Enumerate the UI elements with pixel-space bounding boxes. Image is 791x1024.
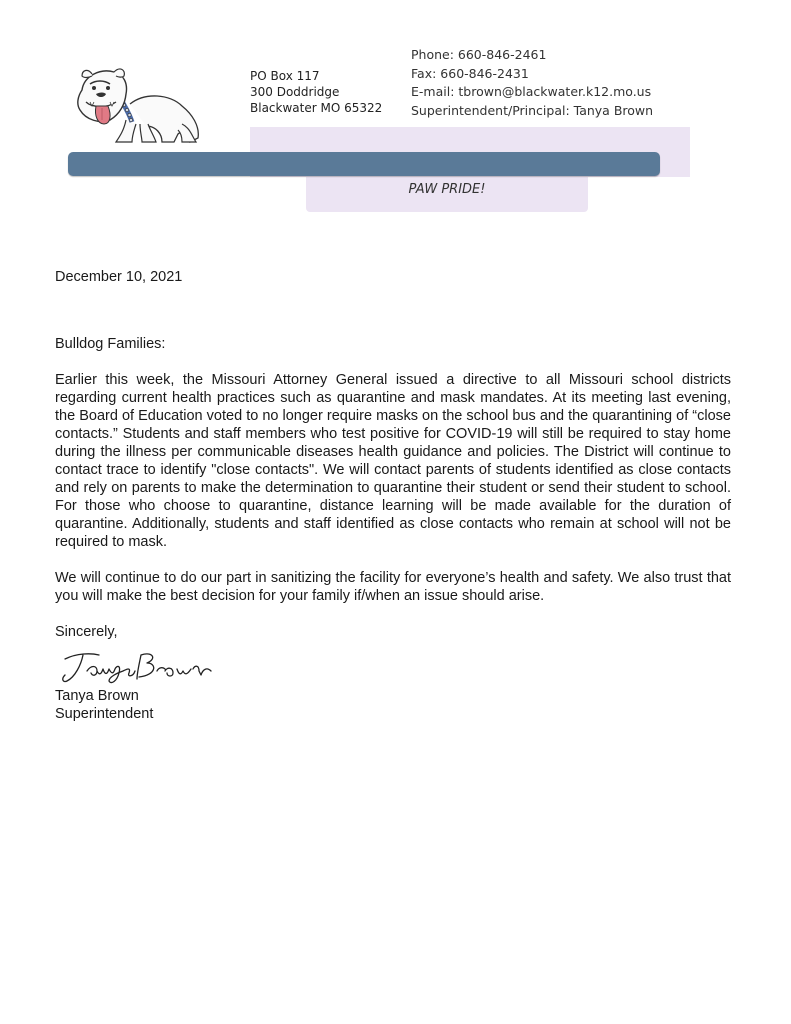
letter-date: December 10, 2021 <box>55 269 183 285</box>
fax-line: Fax: 660-846-2431 <box>411 65 529 81</box>
paragraph: We will continue to do our part in sanitizing the facility for everyone’s health and safety. We also trust that you will make the best decision for your family if/when an issue should arise. <box>55 570 731 604</box>
bulldog-mascot-icon <box>70 64 210 146</box>
closing: Sincerely, <box>55 624 118 640</box>
motto-text: PAW PRIDE! <box>408 182 486 197</box>
school-address <box>250 68 382 116</box>
address-line: 300 Doddridge <box>250 85 340 99</box>
email-line: E-mail: tbrown@blackwater.k12.mo.us <box>411 84 652 99</box>
contact-info <box>411 46 653 120</box>
address-line: PO Box 117 <box>250 69 320 83</box>
letterhead-divider-bar <box>68 152 660 176</box>
address-line: Blackwater MO 65322 <box>250 101 383 115</box>
handwritten-signature <box>57 645 257 687</box>
signer-name: Tanya Brown <box>55 688 139 704</box>
paragraph: Earlier this week, the Missouri Attorney General issued a directive to all Missouri school districts regarding current health practices such as quarantine and mask mandates. At its meeting last evening, the Board of Education voted to no longer require masks on the school bus and the quarantining of “close contacts.” Students and staff members who test positive for COVID-19 will still be required to stay home during the illness per communicable diseases health guidance and policies. The District will continue to contact trace to identify "close contacts". We will contact parents of students identified as close contacts and rely on parents to make the determination to quarantine their student or send their student to school. For those who choose to quarantine, distance learning will be made available for the duration of quarantine. Additionally, students and staff identified as close contacts who remain at school will not be required to mask. <box>55 372 731 550</box>
letterhead <box>0 0 791 230</box>
salutation: Bulldog Families: <box>55 336 166 352</box>
superintendent-line: Superintendent/Principal: Tanya Brown <box>411 102 654 118</box>
signer-title: Superintendent <box>55 706 154 722</box>
letter-body <box>55 268 731 723</box>
phone-line: Phone: 660-846-2461 <box>411 47 547 62</box>
